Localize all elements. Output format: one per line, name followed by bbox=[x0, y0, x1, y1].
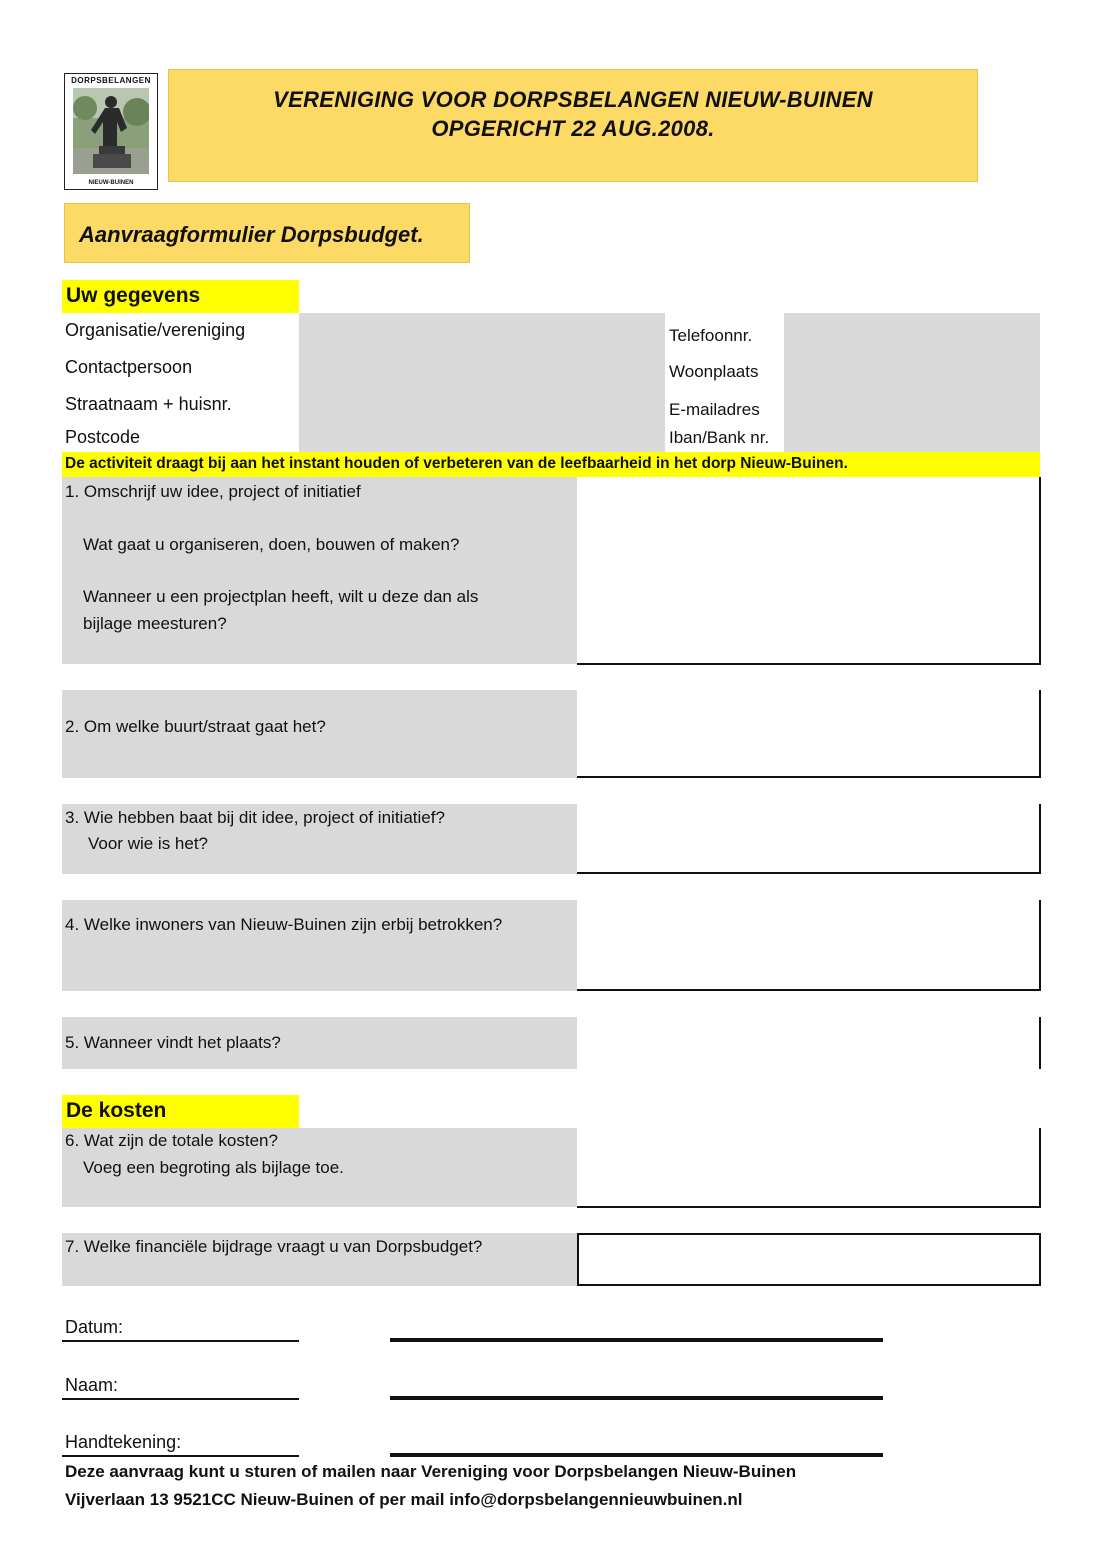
label-telefoon: Telefoonnr. bbox=[669, 326, 753, 345]
question-4-text: 4. Welke inwoners van Nieuw-Buinen zijn erbij betrokken? bbox=[65, 915, 503, 934]
question-1-sub3: bijlage meesturen? bbox=[83, 614, 227, 633]
answer-6-field[interactable] bbox=[577, 1128, 1041, 1208]
footer-line-1: Deze aanvraag kunt u sturen of mailen naar Vereniging voor Dorpsbelangen Nieuw-Buinen bbox=[65, 1462, 797, 1481]
question-1-sub: Wat gaat u organiseren, doen, bouwen of maken? bbox=[83, 535, 460, 554]
question-2 bbox=[62, 690, 577, 778]
logo-top-text: DORPSBELANGEN bbox=[71, 76, 151, 85]
handtekening-underline bbox=[62, 1455, 299, 1457]
question-3-sub: Voor wie is het? bbox=[88, 834, 209, 853]
label-woonplaats: Woonplaats bbox=[669, 362, 759, 381]
question-7-text: 7. Welke financiële bijdrage vraagt u van Dorpsbudget? bbox=[65, 1237, 483, 1256]
details-input-left[interactable] bbox=[299, 313, 665, 452]
question-5-text: 5. Wanneer vindt het plaats? bbox=[65, 1033, 281, 1052]
label-iban: Iban/Bank nr. bbox=[669, 428, 770, 447]
datum-field[interactable] bbox=[390, 1338, 883, 1342]
leefbaarheid-note: De activiteit draagt bij aan het instant houden of verbeteren van de leefbaarheid in het dorp Nieuw-Buinen. bbox=[62, 452, 1040, 477]
form-title: Aanvraagformulier Dorpsbudget. bbox=[64, 203, 470, 263]
naam-underline bbox=[62, 1398, 299, 1400]
statue-image bbox=[73, 88, 149, 174]
header-banner bbox=[168, 69, 978, 182]
label-naam: Naam: bbox=[65, 1375, 119, 1395]
label-organisatie: Organisatie/vereniging bbox=[65, 320, 246, 340]
naam-field[interactable] bbox=[390, 1396, 883, 1400]
answer-1-field[interactable] bbox=[577, 477, 1041, 665]
label-straatnaam: Straatnaam + huisnr. bbox=[65, 394, 232, 414]
question-2-text: 2. Om welke buurt/straat gaat het? bbox=[65, 717, 326, 736]
details-input-right[interactable] bbox=[784, 313, 1040, 452]
logo bbox=[64, 73, 158, 190]
question-5 bbox=[62, 1017, 577, 1069]
answer-5-field[interactable] bbox=[577, 1017, 1041, 1069]
question-3-text: 3. Wie hebben baat bij dit idee, project of initiatief? bbox=[65, 808, 445, 827]
label-postcode: Postcode bbox=[65, 427, 141, 447]
question-1 bbox=[62, 477, 577, 664]
logo-bottom-text: NIEUW-BUINEN bbox=[88, 180, 134, 186]
footer-line-2: Vijverlaan 13 9521CC Nieuw-Buinen of per mail info@dorpsbelangennieuwbuinen.nl bbox=[65, 1490, 743, 1509]
label-datum: Datum: bbox=[65, 1317, 124, 1337]
question-4 bbox=[62, 900, 577, 991]
label-handtekening: Handtekening: bbox=[65, 1432, 182, 1452]
question-1-text: 1. Omschrijf uw idee, project of initiatief bbox=[65, 482, 361, 501]
question-6-sub: Voeg een begroting als bijlage toe. bbox=[83, 1158, 344, 1177]
answer-4-field[interactable] bbox=[577, 900, 1041, 991]
answer-2-field[interactable] bbox=[577, 690, 1041, 778]
handtekening-field[interactable] bbox=[390, 1453, 883, 1457]
label-email: E-mailadres bbox=[669, 400, 760, 419]
question-1-sub2: Wanneer u een projectplan heeft, wilt u deze dan als bbox=[83, 587, 479, 606]
label-contactpersoon: Contactpersoon bbox=[65, 357, 193, 377]
question-6 bbox=[62, 1128, 577, 1207]
question-6-text: 6. Wat zijn de totale kosten? bbox=[65, 1131, 278, 1150]
question-3 bbox=[62, 804, 577, 874]
datum-underline bbox=[62, 1340, 299, 1342]
answer-7-field[interactable] bbox=[577, 1233, 1041, 1286]
question-7 bbox=[62, 1233, 577, 1286]
section-heading-details: Uw gegevens bbox=[62, 280, 299, 313]
header-title: VERENIGING VOOR DORPSBELANGEN NIEUW-BUINEN bbox=[273, 87, 873, 112]
section-heading-costs: De kosten bbox=[62, 1095, 299, 1128]
answer-3-field[interactable] bbox=[577, 804, 1041, 874]
header-subtitle: OPGERICHT 22 AUG.2008. bbox=[431, 116, 715, 141]
